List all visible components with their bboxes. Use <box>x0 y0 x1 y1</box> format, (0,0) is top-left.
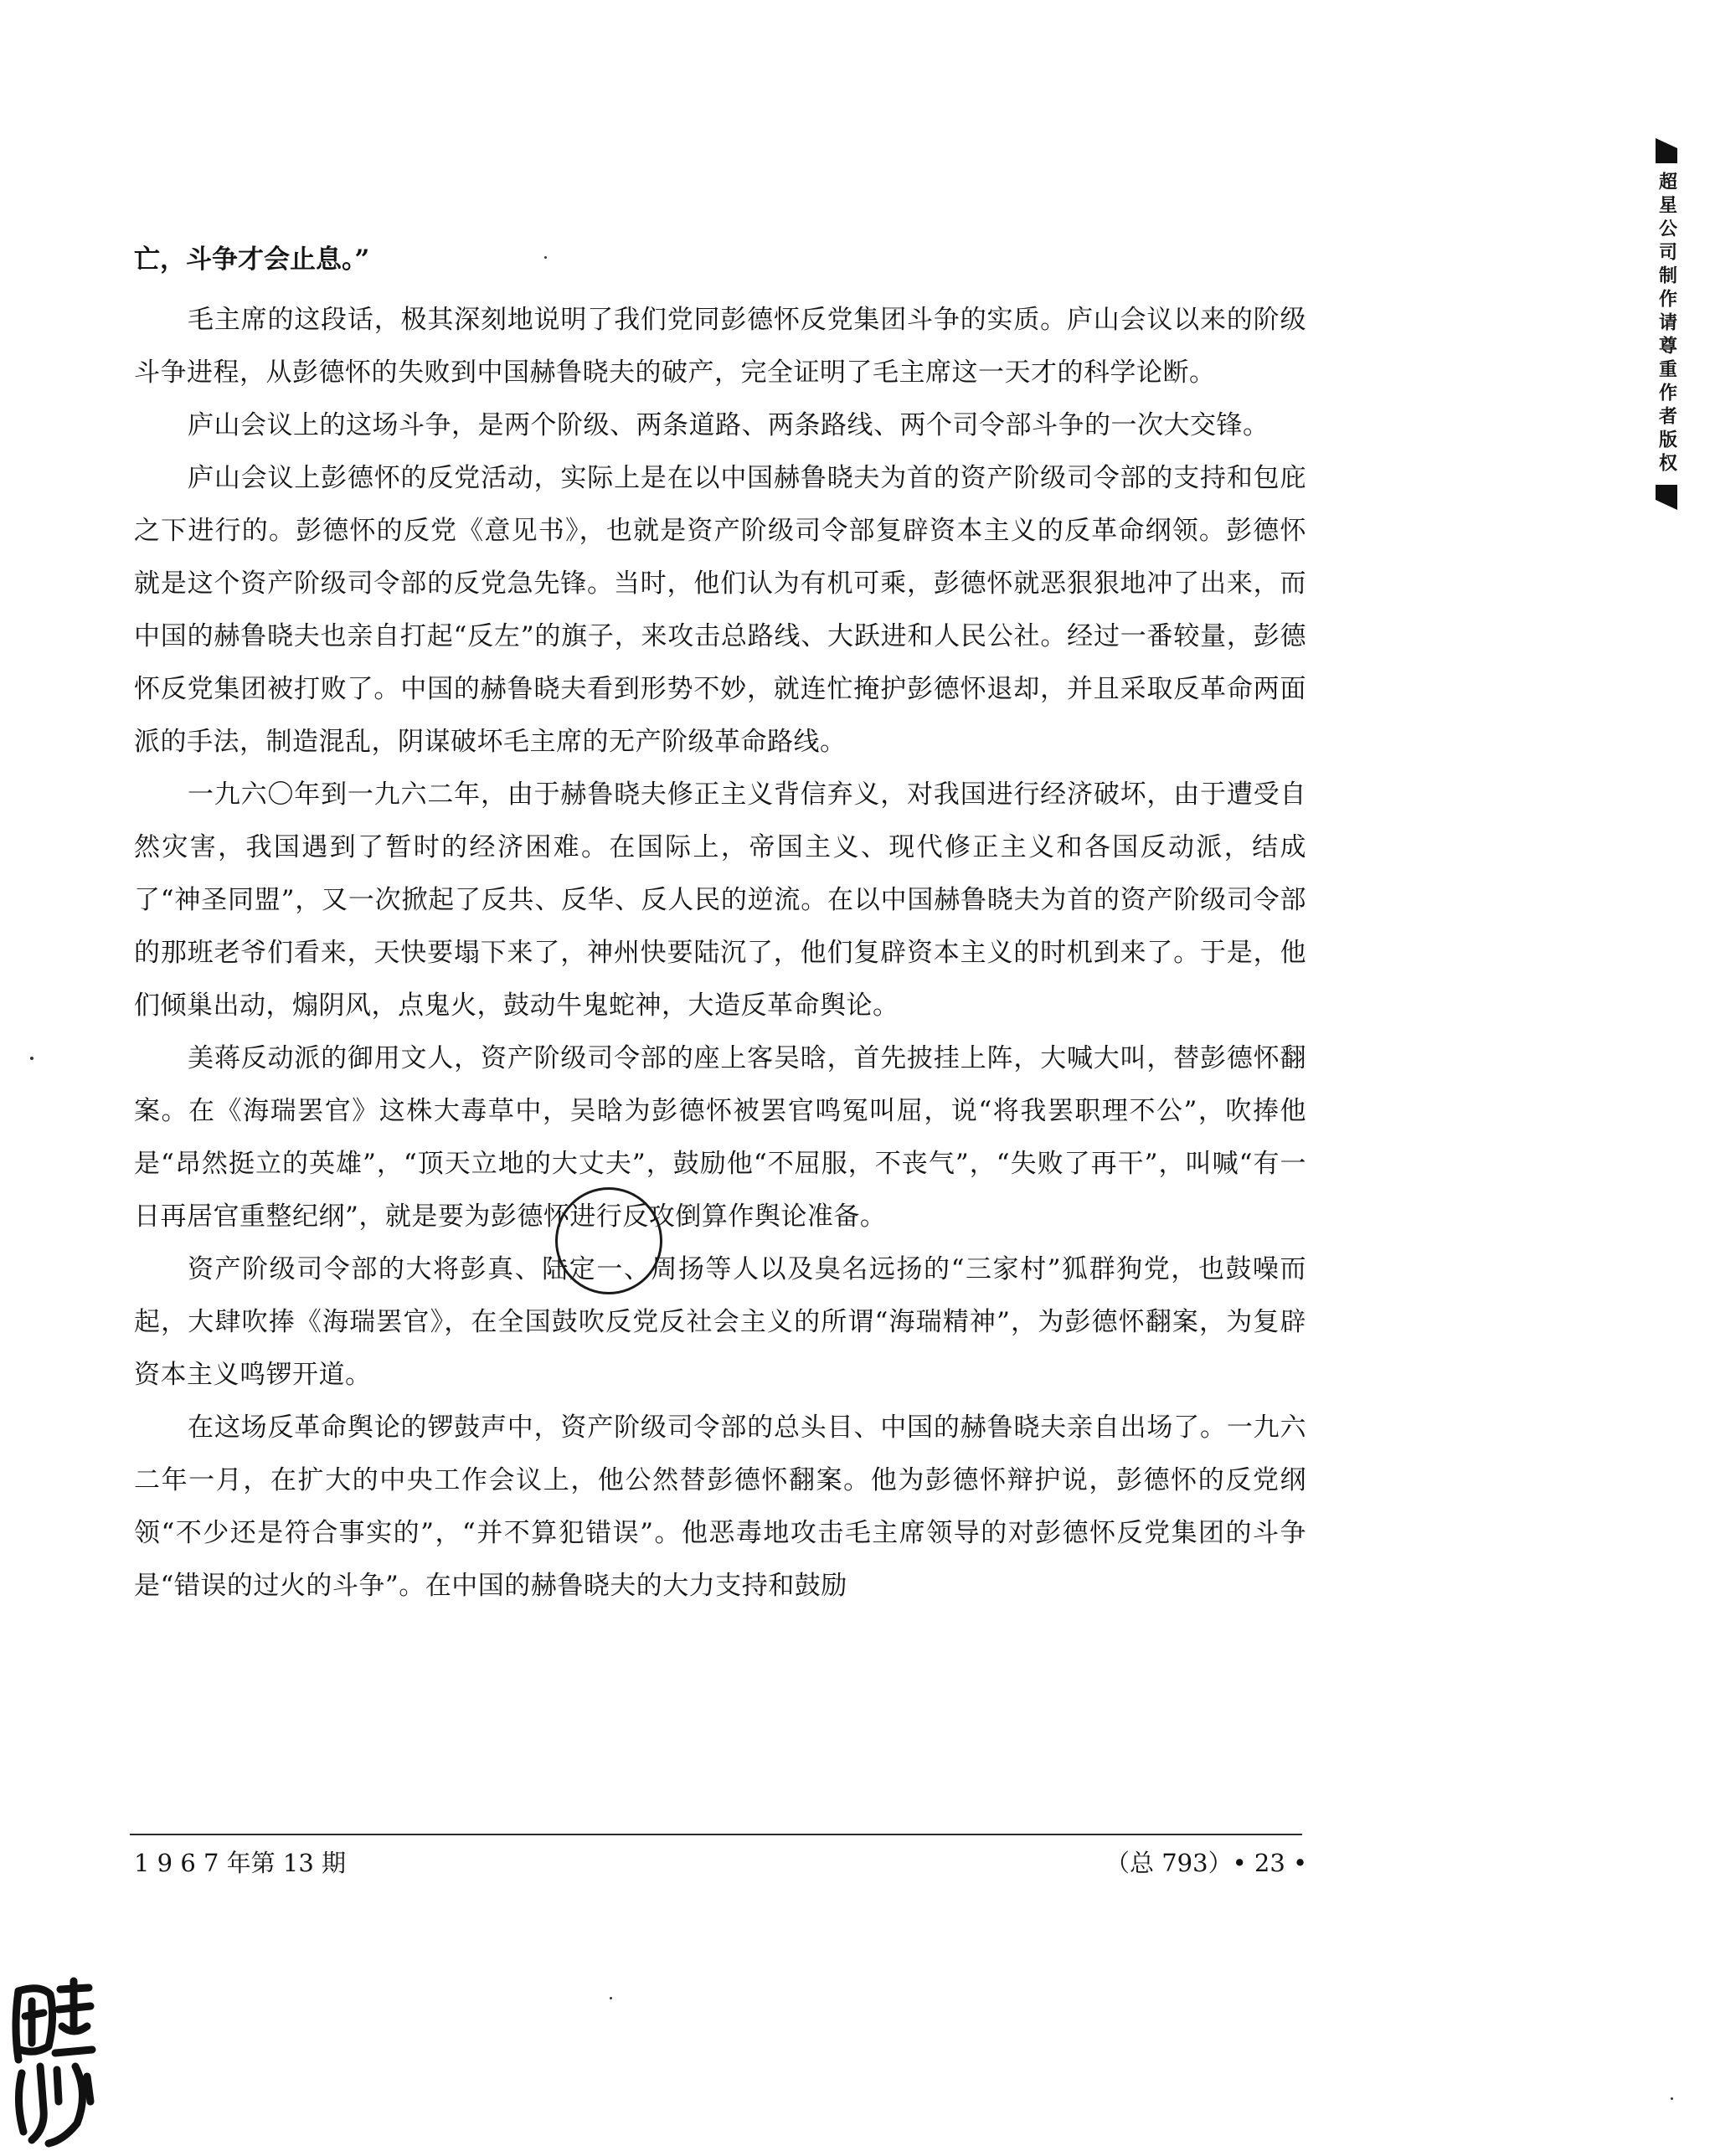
watermark-text: 超星公司制作请尊重作者版权 <box>1656 172 1677 476</box>
paragraph: 资产阶级司令部的大将彭真、陆定一、周扬等人以及臭名远扬的“三家村”狐群狗党，也鼓噪而起，大肆吹捧《海瑞罢官》，在全国鼓吹反党反社会主义的所谓“海瑞精神”，为彭德怀翻案，为复辟资本主义鸣锣开道。 <box>134 1254 1306 1390</box>
paragraph: 在这场反革命舆论的锣鼓声中，资产阶级司令部的总头目、中国的赫鲁晓夫亲自出场了。一九六二年一月，在扩大的中央工作会议上，他公然替彭德怀翻案。他为彭德怀辩护说，彭德怀的反党纲领“不少还是符合事实的”，“并不算犯错误”。他恶毒地攻击毛主席领导的对彭德怀反党集团的斗争是“错误的过火的斗争”。在中国的赫鲁晓夫的大力支持和鼓励 <box>134 1412 1306 1601</box>
scan-speck <box>544 256 547 259</box>
scan-speck <box>30 1057 33 1060</box>
paragraph: 毛主席的这段话，极其深刻地说明了我们党同彭德怀反党集团斗争的实质。庐山会议以来的阶级斗争进程，从彭德怀的失败到中国赫鲁晓夫的破产，完全证明了毛主席这一天才的科学论断。 <box>134 305 1306 388</box>
seal-stamp <box>7 1976 100 2152</box>
paragraph: 庐山会议上彭德怀的反党活动，实际上是在以中国赫鲁晓夫为首的资产阶级司令部的支持和包庇之下进行的。彭德怀的反党《意见书》，也就是资产阶级司令部复辟资本主义的反革命纲领。彭德怀就是这个资产阶级司令部的反党急先锋。当时，他们认为有机可乘，彭德怀就恶狠狠地冲了出来，而中国的赫鲁晓夫也亲自打起“反左”的旗子，来攻击总路线、大跃进和人民公社。经过一番较量，彭德怀反党集团被打败了。中国的赫鲁晓夫看到形势不妙，就连忙掩护彭德怀退却，并且采取反革命两面派的手法，制造混乱，阴谋破坏毛主席的无产阶级革命路线。 <box>134 463 1306 757</box>
watermark-sidebar <box>1650 138 1683 510</box>
paragraph: 美蒋反动派的御用文人，资产阶级司令部的座上客吴晗，首先披挂上阵，大喊大叫，替彭德怀翻案。在《海瑞罢官》这株大毒草中，吴晗为彭德怀被罢官鸣冤叫屈，说“将我罢职理不公”，吹捧他是“昂然挺立的英雄”，“顶天立地的大丈夫”，鼓励他“不屈服，不丧气”，“失败了再干”，叫喊“有一日再居官重整纪纲”，就是要为彭德怀进行反攻倒算作舆论准备。 <box>134 1043 1306 1232</box>
sidebar-top-bar <box>1656 138 1677 163</box>
opening-line: 亡，斗争才会止息。” <box>134 244 370 275</box>
paragraph: 一九六〇年到一九六二年，由于赫鲁晓夫修正主义背信弃义，对我国进行经济破坏，由于遭受自然灾害，我国遇到了暂时的经济困难。在国际上，帝国主义、现代修正主义和各国反动派，结成了“神圣同盟”，又一次掀起了反共、反华、反人民的逆流。在以中国赫鲁晓夫为首的资产阶级司令部的那班老爷们看来，天快要塌下来了，神州快要陆沉了，他们复辟资本主义的时机到来了。于是，他们倾巢出动，煽阴风，点鬼火，鼓动牛鬼蛇神，大造反革命舆论。 <box>134 780 1306 1021</box>
article-body <box>134 239 1306 1613</box>
paragraph: 庐山会议上的这场斗争，是两个阶级、两条道路、两条路线、两个司令部斗争的一次大交锋。 <box>188 410 1270 440</box>
scan-circle-mark <box>555 1187 662 1294</box>
sidebar-bottom-bar <box>1656 485 1677 510</box>
footer-divider <box>130 1834 1302 1835</box>
page-number: （总 793）• 23 • <box>1105 1849 1308 1877</box>
scan-speck <box>1671 2097 1673 2100</box>
issue-label: 1 9 6 7 年第 13 期 <box>134 1849 347 1877</box>
scan-speck <box>610 1997 612 1999</box>
